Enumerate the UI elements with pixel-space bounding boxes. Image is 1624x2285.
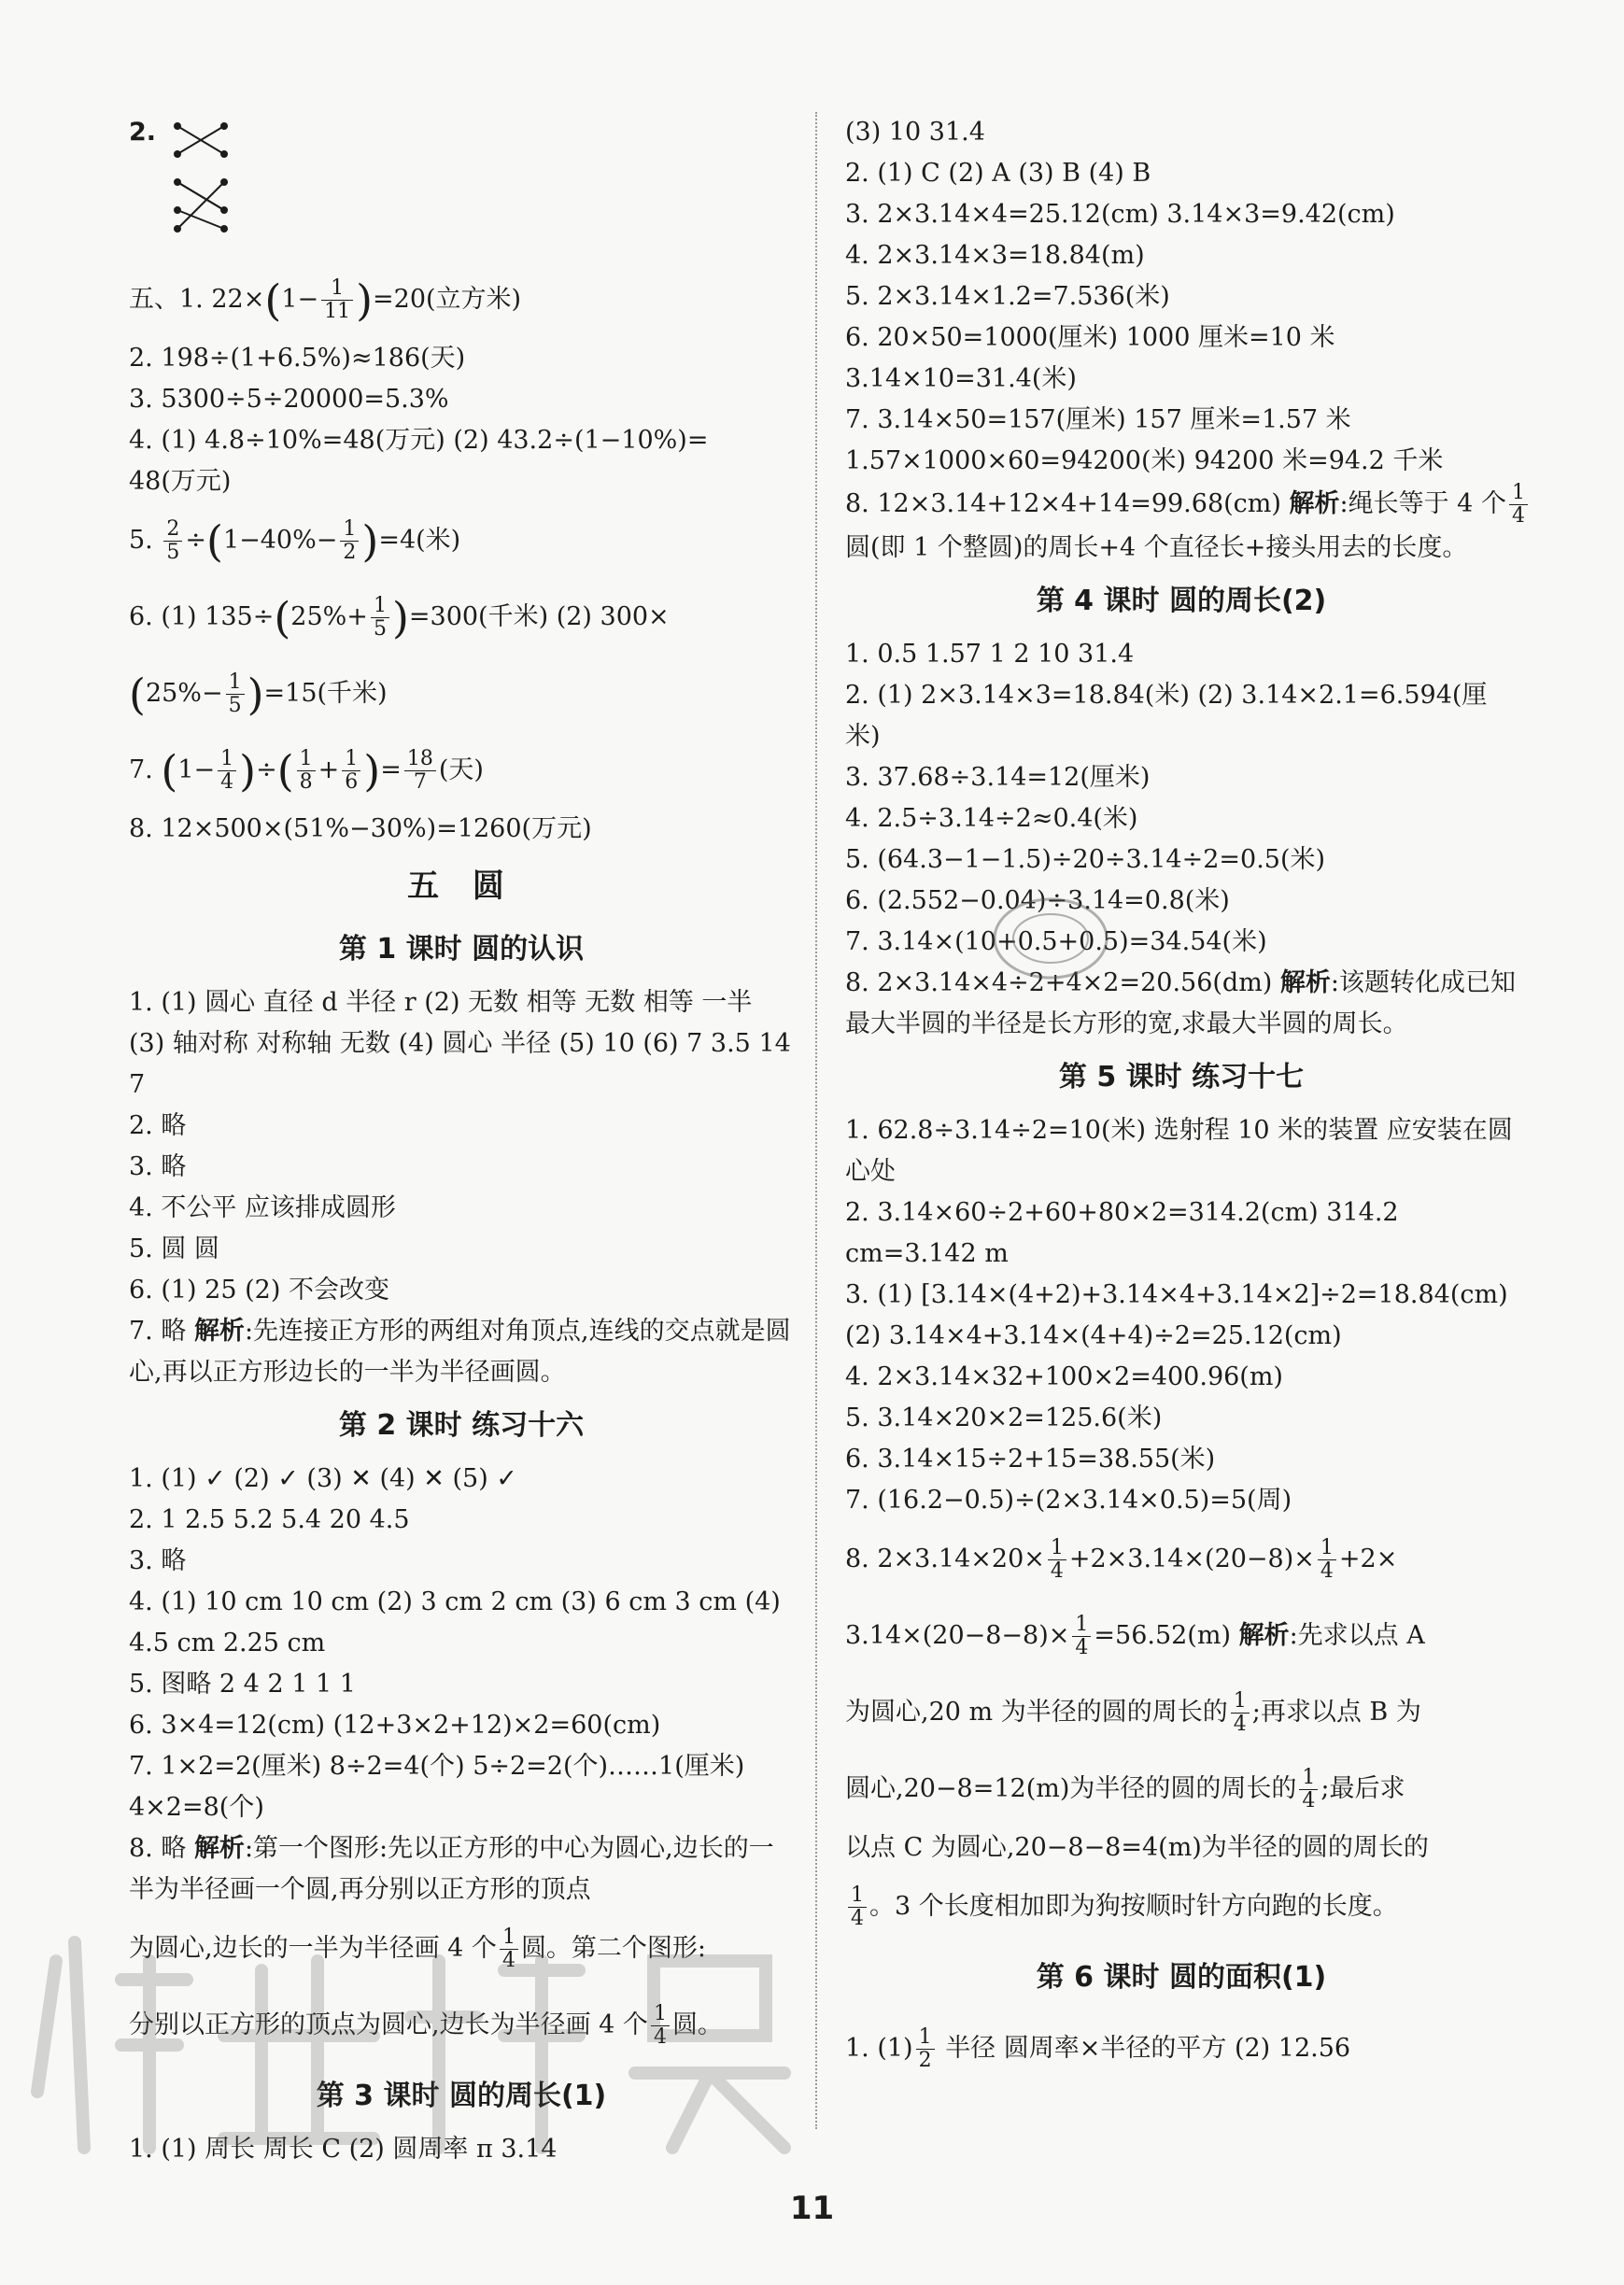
s5-answer-8-cont4: 以点 C 为圆心,20−8−8=4(m)为半径的圆的周长的 bbox=[845, 1833, 1429, 1862]
fraction: $\frac{1}{4}$ bbox=[500, 1926, 518, 1972]
answer-3: 3. 5300÷5÷20000=5.3% bbox=[129, 385, 449, 414]
s5-answer-4: 4. 2×3.14×32+100×2=400.96(m) bbox=[845, 1362, 1283, 1391]
s2-answer-4: 4. (1) 10 cm 10 cm (2) 3 cm 2 cm (3) 6 cm 3 cm (4) 4.5 cm 2.25 cm bbox=[129, 1587, 781, 1657]
s1-answer-6: 6. (1) 25 (2) 不会改变 bbox=[129, 1276, 389, 1305]
s5-answer-8-cont3: 圆心,20−8=12(m)为半径的圆的周长的 $\frac{1}{4}$ ;最后求 bbox=[845, 1766, 1405, 1812]
section-heading-2: 第 2 课时 练习十六 bbox=[338, 1409, 585, 1442]
s3-answer-3: 3. 2×3.14×4=25.12(cm) 3.14×3=9.42(cm) bbox=[845, 200, 1395, 229]
s2-answer-8: 8. 略 解析:第一个图形:先以正方形的中心为圆心,边长的一半为半径画一个圆,再分别以正方形的顶点 bbox=[129, 1834, 774, 1904]
s3-answer-1: 1. (1) 周长 周长 C (2) 圆周率 π 3.14 bbox=[129, 2135, 558, 2164]
s3-answer-1-cont: (3) 10 31.4 bbox=[845, 118, 985, 147]
fraction: $\frac{1}{4}$ bbox=[1072, 1614, 1091, 1659]
stamp-seal-icon bbox=[981, 887, 1121, 990]
s1-answer-3: 3. 略 bbox=[129, 1152, 187, 1181]
section-heading-5: 第 5 课时 练习十七 bbox=[1058, 1061, 1305, 1093]
chapter-title: 五 圆 bbox=[407, 867, 515, 905]
s5-answer-3: 3. (1) [3.14×(4+2)+3.14×4+3.14×2]÷2=18.84(cm) (2) 3.14×4+3.14×(4+4)÷2=25.12(cm) bbox=[845, 1280, 1508, 1350]
s2-answer-8-cont: 为圆心,边长的一半为半径画 4 个 $\frac{1}{4}$ 圆。第二个图形: bbox=[129, 1925, 707, 1972]
fraction: $\frac{1}{4}$ bbox=[1299, 1767, 1318, 1812]
s4-answer-1: 1. 0.5 1.57 1 2 10 31.4 bbox=[845, 640, 1135, 669]
fraction: $\frac{1}{4}$ bbox=[1231, 1690, 1250, 1736]
s4-answer-4: 4. 2.5÷3.14÷2≈0.4(米) bbox=[845, 804, 1138, 833]
s3-answer-7: 7. 3.14×50=157(厘米) 157 厘米=1.57 米 1.57×1000×60=94200(米) 94200 米=94.2 千米 bbox=[845, 405, 1444, 475]
s5-answer-8-cont2: 为圆心,20 m 为半径的圆的周长的 $\frac{1}{4}$ ;再求以点 B 为 bbox=[845, 1689, 1421, 1736]
fraction: $\frac{1}{4}$ bbox=[218, 748, 236, 794]
s2-answer-2: 2. 1 2.5 5.2 5.4 20 4.5 bbox=[129, 1505, 410, 1534]
s3-answer-4: 4. 2×3.14×3=18.84(m) bbox=[845, 241, 1145, 270]
s1-answer-1: 1. (1) 圆心 直径 d 半径 r (2) 无数 相等 无数 相等 一半 (3) 轴对称 对称轴 无数 (4) 圆心 半径 (5) 10 (6) 7 3.5 14 7 bbox=[129, 988, 791, 1099]
section-heading-4: 第 4 课时 圆的周长(2) bbox=[1036, 585, 1327, 617]
fraction: $\frac{18}{7}$ bbox=[404, 748, 436, 794]
page-number: 11 bbox=[789, 2190, 835, 2227]
s2-answer-7: 7. 1×2=2(厘米) 8÷2=4(个) 5÷2=2(个)……1(厘米) 4×2=8(个) bbox=[129, 1752, 745, 1822]
s6-answer-1: 1. (1) $\frac{1}{2}$ 半径 圆周率×半径的平方 (2) 12.56 bbox=[845, 2025, 1351, 2072]
fraction: $\frac{1}{2}$ bbox=[340, 518, 359, 564]
s2-answer-5: 5. 图略 2 4 2 1 1 1 bbox=[129, 1670, 356, 1699]
answer-7: 7. (1− $\frac{1}{4}$ )÷( $\frac{1}{8}$ + $\frac{1}{6}$ )= $\frac{18}{7}$ (天) bbox=[129, 745, 484, 797]
s5-answer-8-cont5: $\frac{1}{4}$ 。3 个长度相加即为狗按顺时针方向跑的长度。 bbox=[845, 1869, 1518, 1945]
fraction: $\frac{1}{11}$ bbox=[321, 277, 353, 323]
s3-answer-8: 8. 12×3.14+12×4+14=99.68(cm) 解析:绳长等于 4 个 $\frac{1}{4}$ bbox=[845, 482, 1518, 528]
s1-answer-7: 7. 略 解析:先连接正方形的两组对角顶点,连线的交点就是圆心,再以正方形边长的一半为半径画圆。 bbox=[129, 1317, 791, 1387]
s4-answer-8: 8. 2×3.14×4÷2+4×2=20.56(dm) 解析:该题转化成已知最大半圆的半径是长方形的宽,求最大半圆的周长。 bbox=[845, 968, 1517, 1038]
answer-4a: 4. (1) 4.8÷10%=48(万元) (2) 43.2÷(1−10%)= bbox=[129, 426, 709, 455]
answer-five-1: 五、1. 22×(1− $\frac{1}{11}$ )=20(立方米) bbox=[129, 275, 522, 326]
answer-5: 5. $\frac{2}{5}$ ÷(1−40%− $\frac{1}{2}$ )=4(米) bbox=[129, 515, 461, 567]
s3-answer-8-cont: 圆(即 1 个整圆)的周长+4 个直径长+接头用去的长度。 bbox=[845, 533, 1468, 562]
s5-answer-5: 5. 3.14×20×2=125.6(米) bbox=[845, 1403, 1163, 1432]
s1-answer-4: 4. 不公平 应该排成圆形 bbox=[129, 1193, 396, 1222]
section-heading-3: 第 3 课时 圆的周长(1) bbox=[316, 2080, 607, 2112]
s2-answer-3: 3. 略 bbox=[129, 1546, 187, 1575]
s4-answer-5: 5. (64.3−1−1.5)÷20÷3.14÷2=0.5(米) bbox=[845, 845, 1326, 874]
fraction: $\frac{1}{5}$ bbox=[371, 595, 389, 641]
s4-answer-3: 3. 37.68÷3.14=12(厘米) bbox=[845, 763, 1151, 792]
section-heading-1: 第 1 课时 圆的认识 bbox=[338, 933, 585, 966]
s3-answer-6: 6. 20×50=1000(厘米) 1000 厘米=10 米 3.14×10=31.4(米) bbox=[845, 323, 1335, 393]
fraction: $\frac{1}{5}$ bbox=[226, 671, 245, 717]
answer-6a: 6. (1) 135÷(25%+ $\frac{1}{5}$ )=300(千米) (2) 300× bbox=[129, 592, 670, 643]
s1-answer-2: 2. 略 bbox=[129, 1111, 187, 1140]
s2-answer-6: 6. 3×4=12(cm) (12+3×2+12)×2=60(cm) bbox=[129, 1711, 661, 1740]
s2-answer-1: 1. (1) ✓ (2) ✓ (3) ✕ (4) ✕ (5) ✓ bbox=[129, 1464, 517, 1493]
answer-4b: 48(万元) bbox=[129, 467, 232, 496]
s4-answer-2: 2. (1) 2×3.14×3=18.84(米) (2) 3.14×2.1=6.594(厘米) bbox=[845, 681, 1488, 751]
s5-answer-1: 1. 62.8÷3.14÷2=10(米) 选射程 10 米的装置 应安装在圆心处 bbox=[845, 1116, 1513, 1186]
s5-answer-2: 2. 3.14×60÷2+60+80×2=314.2(cm) 314.2 cm=3.142 m bbox=[845, 1198, 1399, 1268]
s5-answer-6: 6. 3.14×15÷2+15=38.55(米) bbox=[845, 1445, 1216, 1474]
right-column bbox=[845, 112, 1525, 2087]
s2-answer-8-cont2: 分别以正方形的顶点为圆心,边长为半径画 4 个 $\frac{1}{4}$ 圆。 bbox=[129, 2002, 723, 2049]
section-heading-6: 第 6 课时 圆的面积(1) bbox=[1036, 1961, 1327, 1994]
s3-answer-5: 5. 2×3.14×1.2=7.536(米) bbox=[845, 282, 1170, 311]
s1-answer-5: 5. 圆 圆 bbox=[129, 1234, 219, 1263]
answer-6b: (25%− $\frac{1}{5}$ )=15(千米) bbox=[129, 669, 388, 720]
fraction: $\frac{1}{4}$ bbox=[1048, 1537, 1066, 1583]
s4-answer-7: 7. 3.14×(10+0.5+0.5)=34.54(米) bbox=[845, 927, 1267, 956]
s3-answer-2: 2. (1) C (2) A (3) B (4) B bbox=[845, 159, 1151, 188]
fraction: $\frac{1}{4}$ bbox=[1509, 482, 1528, 528]
fraction: $\frac{2}{5}$ bbox=[163, 518, 182, 564]
fraction: $\frac{1}{4}$ bbox=[651, 2003, 670, 2049]
fraction: $\frac{1}{4}$ bbox=[848, 1884, 867, 1930]
answer-2-matching: 2. bbox=[129, 112, 794, 261]
matching-lines-diagram bbox=[170, 112, 235, 243]
watermark-logo bbox=[19, 1905, 953, 2185]
fraction: $\frac{1}{6}$ bbox=[342, 748, 360, 794]
column-divider bbox=[815, 112, 817, 2129]
answer-2: 2. 198÷(1+6.5%)≈186(天) bbox=[129, 344, 466, 373]
s5-answer-8-cont: 3.14×(20−8−8)× $\frac{1}{4}$ =56.52(m) 解析:先求以点 A bbox=[845, 1613, 1425, 1659]
fraction: $\frac{1}{2}$ bbox=[916, 2026, 935, 2072]
s4-answer-6: 6. (2.552−0.04)÷3.14=0.8(米) bbox=[845, 886, 1230, 915]
fraction: $\frac{1}{8}$ bbox=[297, 748, 316, 794]
left-column bbox=[129, 112, 794, 2170]
s5-answer-7: 7. (16.2−0.5)÷(2×3.14×0.5)=5(周) bbox=[845, 1486, 1292, 1515]
fraction: $\frac{1}{4}$ bbox=[1318, 1537, 1336, 1583]
answer-8: 8. 12×500×(51%−30%)=1260(万元) bbox=[129, 814, 592, 843]
s5-answer-8: 8. 2×3.14×20× $\frac{1}{4}$ +2×3.14×(20−8)× $\frac{1}{4}$ +2× bbox=[845, 1536, 1398, 1583]
